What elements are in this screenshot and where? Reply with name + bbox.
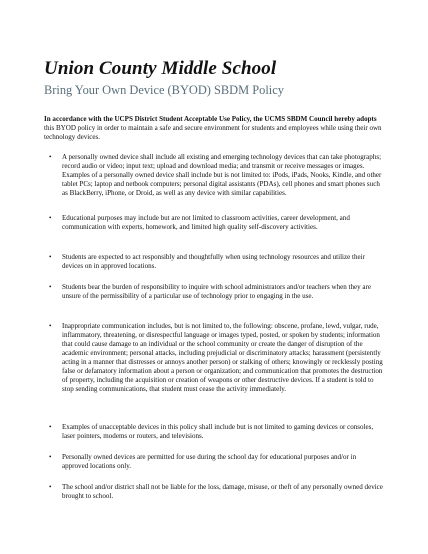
intro-bold-text: In accordance with the UCPS District Student Acceptable Use Policy, the UCMS SBDM Council hereby adopts [44, 115, 377, 123]
policy-item [49, 483, 384, 501]
intro-paragraph [44, 115, 384, 142]
policy-item-text: Students bear the burden of responsibility to inquire with school administrators and/or teachers when they are unsure of the permissibility of a particular use of technology prior to engaging in the use. [62, 283, 372, 300]
policy-item [49, 153, 384, 198]
bullet-icon: • [49, 483, 52, 491]
policy-item-text: Inappropriate communication includes, but is not limited to, the following: obscene, profane, lewd, vulgar, rude, inflammatory, threatening, or disrespectful language or images typed, posted, or spoken by students; information that could cause damage to an individual or the school community or create the danger of disruption of the academic environment; personal attacks, including prejudicial or discriminatory attacks; harassment (persistently acting in a manner that distresses or annoys another person) or stalking of others; knowingly or recklessly posting false or defamatory information about a person or organization; and communication that promotes the destruction of property, including the acquisition or creation of weapons or other destructive devices. If a student is told to stop sending communications, that student must cease the activity immediately. [62, 322, 383, 393]
policy-item [49, 423, 384, 441]
policy-item-text: A personally owned device shall include all existing and emerging technology devices that can take photographs; record audio or video; input text; upload and download media; and transmit or receive messages or images. Examples of a personally owned device shall include but is not limited to: iPods, iPads, Nooks, Kindle, and other tablet PCs; laptop and netbook computers; personal digital assistants (PDAs), cell phones and smart phones such as BlackBerry, iPhone, or Droid, as well as any device with similar capabilities. [62, 153, 382, 197]
bullet-icon: • [49, 423, 52, 431]
page-title: Union County Middle School [44, 58, 277, 79]
intro-text: this BYOD policy in order to maintain a safe and secure environment for students and employees while using their own technology devices. [44, 124, 382, 141]
bullet-icon: • [49, 153, 52, 161]
policy-item-text: Educational purposes may include but are not limited to classroom activities, career development, and communication with experts, homework, and limited high quality self-discovery activities. [62, 214, 350, 231]
bullet-icon: • [49, 214, 52, 222]
policy-item-text: Examples of unacceptable devices in this policy shall include but is not limited to gaming devices or consoles, laser pointers, modems or routers, and televisions. [62, 423, 374, 440]
bullet-icon: • [49, 453, 52, 461]
policy-item [49, 214, 384, 232]
policy-item [49, 453, 384, 471]
bullet-icon: • [49, 253, 52, 261]
policy-item-text: Personally owned devices are permitted for use during the school day for educational purposes and/or in approved locations only. [62, 453, 357, 470]
bullet-icon: • [49, 322, 52, 330]
policy-item [49, 283, 384, 301]
bullet-icon: • [49, 283, 52, 291]
policy-item [49, 253, 384, 271]
policy-item [49, 322, 384, 394]
page-subtitle: Bring Your Own Device (BYOD) SBDM Policy [44, 83, 284, 97]
policy-item-text: The school and/or district shall not be liable for the loss, damage, misuse, or theft of any personally owned device brought to school. [62, 483, 383, 500]
policy-item-text: Students are expected to act responsibly and thoughtfully when using technology resources and utilize their devices on in approved locations. [62, 253, 365, 270]
